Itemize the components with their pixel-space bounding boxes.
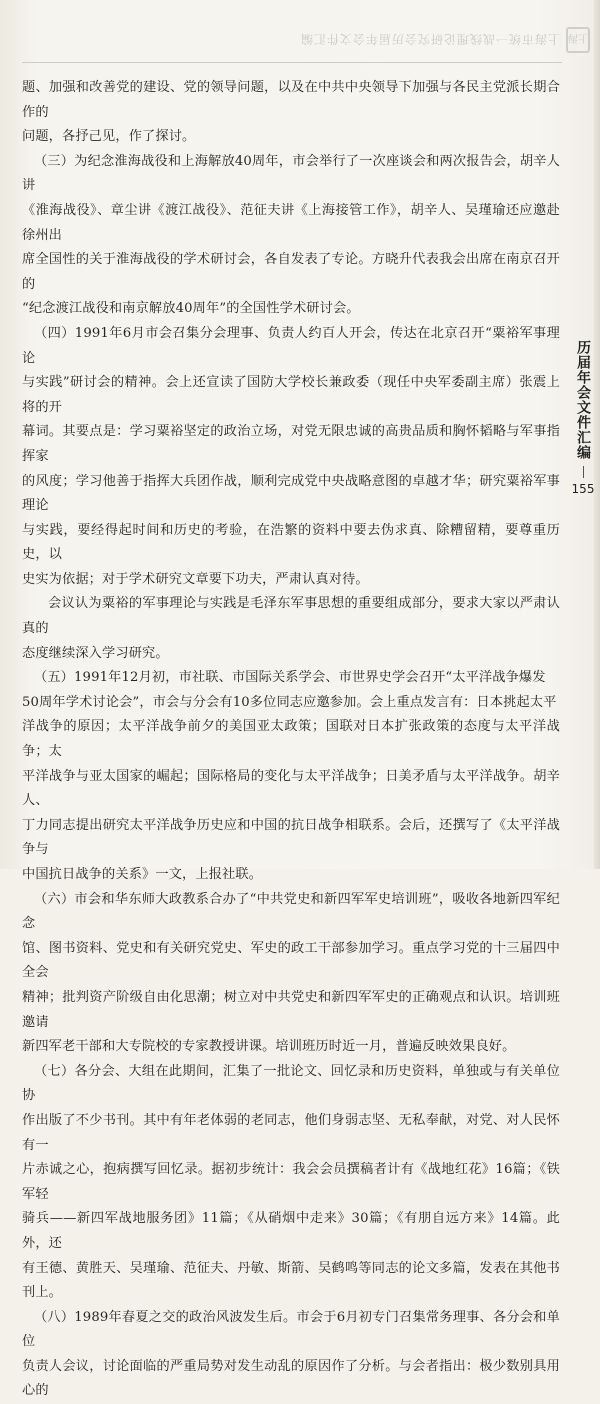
text-line: 有王德、黄胜天、吴瑾瑜、范征夫、丹敏、斯箭、吴鹤鸣等同志的论文多篇，发表在其他书刊上。 — [22, 1260, 560, 1301]
text-line: 新四军老干部和大专院校的专家教授讲课。培训班历时近一月，普遍反映效果良好。 — [22, 1039, 516, 1055]
text-line: 精神；批判资产阶级自由化思潮；树立对中共党史和新四军军史的正确观点和认识。培训班邀请 — [22, 989, 560, 1030]
page-number: 155 — [571, 482, 595, 496]
text-line: 平洋战争与亚太国家的崛起；国际格局的变化与太平洋战争；日美矛盾与太平洋战争。胡辛人、 — [22, 768, 560, 809]
text-line: 史实为依据；对于学术研究文章要下功夫，严肃认真对待。 — [22, 571, 369, 587]
vertical-title: 历届年会文件汇编 — [575, 340, 591, 460]
text-line: 馆、图书资料、党史和有关研究党史、军史的政工干部参加学习。重点学习党的十三届四中全会 — [22, 940, 560, 981]
running-title: 上海市统一战线理论研究会历届年会文件汇编 — [300, 32, 561, 47]
running-header — [300, 26, 590, 54]
text-line: 与实践，要经得起时间和历史的考验，在浩繁的资料中要去伪求真、除糟留精，要尊重历史，以 — [22, 522, 560, 563]
text-line: “纪念渡江战役和南京解放40周年”的全国性学术研讨会。 — [22, 301, 360, 317]
text-line: 会议认为粟裕的军事理论与实践是毛泽东军事思想的重要组成部分，要求大家以严肃认真的 — [22, 596, 560, 637]
side-tab — [572, 340, 594, 496]
text-line: （八）1989年春夏之交的政治风波发生后。市会于6月初专门召集常务理事、各分会和单位 — [22, 1309, 560, 1350]
page-edge-shadow — [594, 0, 600, 869]
text-line: 骑兵——新四军战地服务团》11篇；《从硝烟中走来》30篇；《有朋自远方来》14篇。此外，还 — [22, 1211, 560, 1251]
text-line: （三）为纪念淮海战役和上海解放40周年，市会举行了一次座谈会和两次报告会，胡辛人讲 — [22, 153, 560, 194]
text-line: （七）各分会、大组在此期间，汇集了一批论文、回忆录和历史资料，单独或与有关单位协 — [22, 1063, 560, 1104]
header-logo: 上海 — [566, 27, 590, 53]
text-line: 片赤诚之心，抱病撰写回忆录。据初步统计：我会会员撰稿者计有《战地红花》16篇；《铁军轻 — [22, 1162, 560, 1202]
text-line: 中国抗日战争的关系》一文，上报社联。 — [22, 867, 263, 882]
text-line: 态度继续深入学习研究。 — [22, 645, 169, 661]
body-text — [22, 76, 560, 1404]
header-divider — [22, 62, 562, 63]
text-line: 作出版了不少书刊。其中有年老体弱的老同志，他们身弱志坚、无私奉献，对党、对人民怀有一 — [22, 1112, 560, 1153]
text-line: 50周年学术讨论会”，市会与分会有10多位同志应邀参加。会上重点发言有：日本挑起太平 — [22, 694, 557, 710]
text-line: 负责人会议，讨论面临的严重局势对发生动乱的原因作了分析。与会者指出：极少数别具用心的 — [22, 1358, 560, 1399]
text-line: 题、加强和改善党的建设、党的领导问题，以及在中共中央领导下加强与各民主党派长期合作的 — [22, 80, 560, 120]
text-line: 丁力同志提出研究太平洋战争历史应和中国的抗日战争相联系。会后，还撰写了《太平洋战争与 — [22, 817, 560, 858]
text-line: 与实践”研讨会的精神。会上还宣读了国防大学校长兼政委（现任中央军委副主席）张震上将的开 — [22, 375, 560, 415]
text-line: 幕词。其要点是：学习粟裕坚定的政治立场，对党无限忠诚的高贵品质和胸怀韬略与军事指挥家 — [22, 424, 560, 464]
text-line: （四）1991年6月市会召集分会理事、负责人约百人开会，传达在北京召开“粟裕军事理论 — [22, 325, 560, 366]
text-line: 《淮海战役》、章尘讲《渡江战役》、范征夫讲《上海接管工作》，胡辛人、吴瑾瑜还应邀赴徐州出 — [22, 202, 560, 243]
text-line: 席全国性的关于淮海战役的学术研讨会，各自发表了专论。方晓升代表我会出席在南京召开的 — [22, 252, 560, 292]
text-line: （六）市会和华东师大政教系合办了“中共党史和新四军军史培训班”，吸收各地新四军纪念 — [22, 891, 560, 932]
text-line: 的风度；学习他善于指挥大兵团作战，顺利完成党中央战略意图的卓越才华；研究粟裕军事理论 — [22, 473, 560, 514]
side-divider — [583, 466, 584, 478]
text-line: 洋战争的原因；太平洋战争前夕的美国亚太政策；国联对日本扩张政策的态度与太平洋战争；太 — [22, 719, 560, 760]
text-line: 问题，各抒己见，作了探讨。 — [22, 129, 196, 145]
text-line: （五）1991年12月初，市社联、市国际关系学会、市世界史学会召开“太平洋战争爆发 — [34, 670, 546, 686]
